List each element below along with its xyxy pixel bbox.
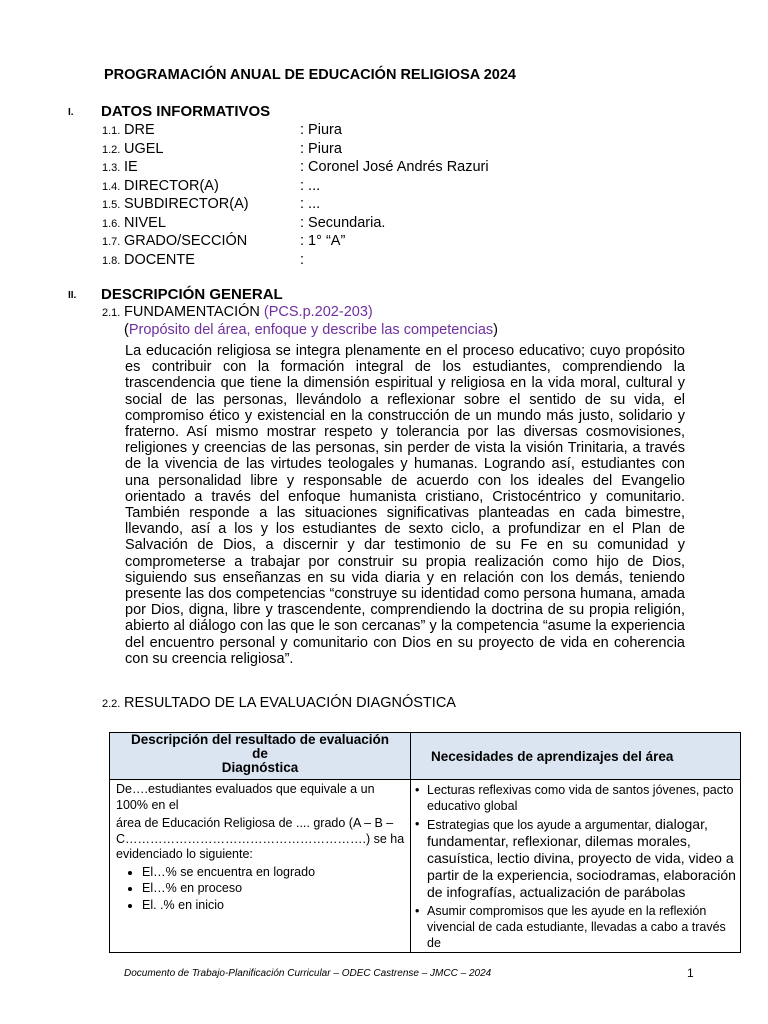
header-line: Descripción del resultado de evaluación (130, 732, 390, 747)
fundamentacion-heading (102, 304, 373, 320)
hint-close-paren: ) (493, 322, 499, 338)
datos-value: : ... (300, 196, 321, 212)
fundamentacion-label: FUNDAMENTACIÓN (124, 304, 260, 320)
item-lead: Estrategias que los ayude a argumentar, (427, 818, 652, 832)
header-description (110, 733, 411, 780)
list-item: • El…% en proceso (142, 881, 406, 897)
page-number: 1 (687, 966, 694, 980)
datos-row (102, 232, 489, 251)
resultado-label: RESULTADO DE LA EVALUACIÓN DIAGNÓSTICA (124, 695, 456, 711)
datos-row (102, 121, 489, 140)
description-paragraph: De….estudiantes evaluados que equivale a un 100% en el (116, 782, 375, 812)
datos-value: : ... (300, 177, 321, 194)
datos-number: 1.1. (102, 125, 121, 137)
table-row (110, 780, 741, 953)
section-heading: DESCRIPCIÓN GENERAL (101, 286, 283, 303)
datos-row (102, 214, 489, 233)
section-datos-informativos (68, 103, 270, 120)
section-number: I. (68, 106, 74, 118)
fundamentacion-hint (124, 322, 498, 338)
datos-key: SUBDIRECTOR(A) (124, 196, 249, 212)
datos-key: DRE (124, 122, 155, 138)
section-number: II. (68, 289, 77, 301)
fundamentacion-body: La educación religiosa se integra plenamente en el proceso educativo; cuyo propósito es contribuir con la formación integral de los estudiantes, comprendiendo la trascendencia que tiene la dimensión espiritual y religiosa en la vida moral, cultural y social de las personas, llevándolo a reflexionar sobre el sentido de su vida, el compromiso ético y existencial en la construcción de un mundo más justo, solidario y fraterno. Así mismo mostrar respeto y tolerancia por las diversas cosmovisiones, religiones y creencias de las personas, sin perder de vista la visión Trinitaria, a través de la vivencia de las virtudes teologales y humanas. Logrando así, estudiantes con una personalidad libre y responsable de acuerdo con los ideales del Evangelio orientado a través del enfoque humanista cristiano, Cristocéntrico y comunitario. También responde a las situaciones significativas planteadas en cada bimestre, llevando, así a los y los estudiantes de sexto ciclo, a profundizar en el Plan de Salvación de Dios, a discernir y dar testimonio de su Fe en su comunidad y comprometerse a trabajar por construir su propia realización como hijo de Dios, siguiendo sus enseñanzas en su vida diaria y en relación con los demás, teniendo presente las dos competencias “construye su identidad como persona humana, amada por Dios, digna, libre y trascendente, comprendiendo la doctrina de su propia religión, abierto al diálogo con las que le son cercanas” y la competencia “asume la experiencia del encuentro personal y comunitario con Dios en su proyecto de vida en coherencia con su creencia religiosa”. (125, 343, 685, 667)
datos-row (102, 158, 489, 177)
datos-key: UGEL (124, 140, 164, 157)
datos-value: : Secundaria. (300, 214, 386, 231)
section-heading: DATOS INFORMATIVOS (101, 103, 271, 120)
subsection-number: 2.2. (102, 698, 121, 710)
datos-number: 1.4. (102, 180, 121, 193)
section-descripcion-general (68, 286, 283, 303)
datos-key: DOCENTE (124, 251, 195, 268)
datos-row (102, 195, 489, 214)
hint-open-paren: ( (124, 322, 129, 338)
list-item: • El…% se encuentra en logrado (142, 865, 406, 881)
hint-text: Propósito del área, enfoque y describe las competencias (128, 322, 494, 338)
datos-number: 1.3. (102, 162, 121, 174)
description-paragraph: área de Educación Religiosa de .... grado (A – B – C………………………………………………….) se ha evidenciado lo siguiente: (116, 816, 405, 861)
datos-value: : Coronel José Andrés Razuri (300, 159, 489, 175)
table-header-row (110, 733, 741, 780)
header-line: de (252, 746, 268, 761)
datos-value: : Piura (300, 140, 342, 157)
item-text: dialogar, fundamentar, reflexionar, dilemas morales, casuística, lectio divina, proyecto de vida, video a partir de la experiencia, sociodramas, elaboración de infografías, actualización de parábolas (427, 816, 736, 900)
datos-value: : 1° “A” (300, 233, 346, 249)
diagnostic-table (109, 732, 741, 953)
datos-row (102, 251, 489, 270)
datos-key: DIRECTOR(A) (124, 177, 219, 194)
datos-value: : Piura (300, 122, 342, 138)
list-item: • Lecturas reflexivas como vida de santos jóvenes, pacto educativo global (413, 782, 738, 814)
datos-row (102, 140, 489, 159)
datos-number: 1.2. (102, 143, 121, 156)
fundamentacion-ref: (PCS.p.202-203) (263, 304, 373, 320)
resultado-heading (102, 695, 456, 711)
datos-number: 1.6. (102, 217, 121, 230)
datos-number: 1.8. (102, 254, 121, 267)
list-item: • El. .% en inicio (142, 898, 406, 914)
header-needs: Necesidades de aprendizajes del área (411, 733, 741, 780)
datos-value: : (300, 251, 305, 268)
subsection-number: 2.1. (102, 307, 121, 319)
document-title: PROGRAMACIÓN ANUAL DE EDUCACIÓN RELIGIOSA 2024 (104, 67, 516, 83)
datos-number: 1.5. (102, 199, 121, 211)
header-line: Diagnóstica (221, 760, 299, 775)
datos-number: 1.7. (102, 236, 121, 248)
datos-row (102, 177, 489, 196)
cell-needs (411, 780, 741, 953)
datos-key: GRADO/SECCIÓN (124, 233, 248, 249)
result-list (116, 865, 406, 914)
datos-key: IE (124, 159, 138, 175)
datos-key: NIVEL (124, 214, 166, 231)
page-footer: Documento de Trabajo-Planificación Curricular – ODEC Castrense – JMCC – 2024 (124, 968, 492, 979)
cell-description (110, 780, 411, 953)
list-item (413, 816, 738, 901)
datos-list (102, 121, 489, 269)
list-item: • Asumir compromisos que les ayude en la reflexión vivencial de cada estudiante, llevadas a cabo a través de (413, 903, 738, 951)
